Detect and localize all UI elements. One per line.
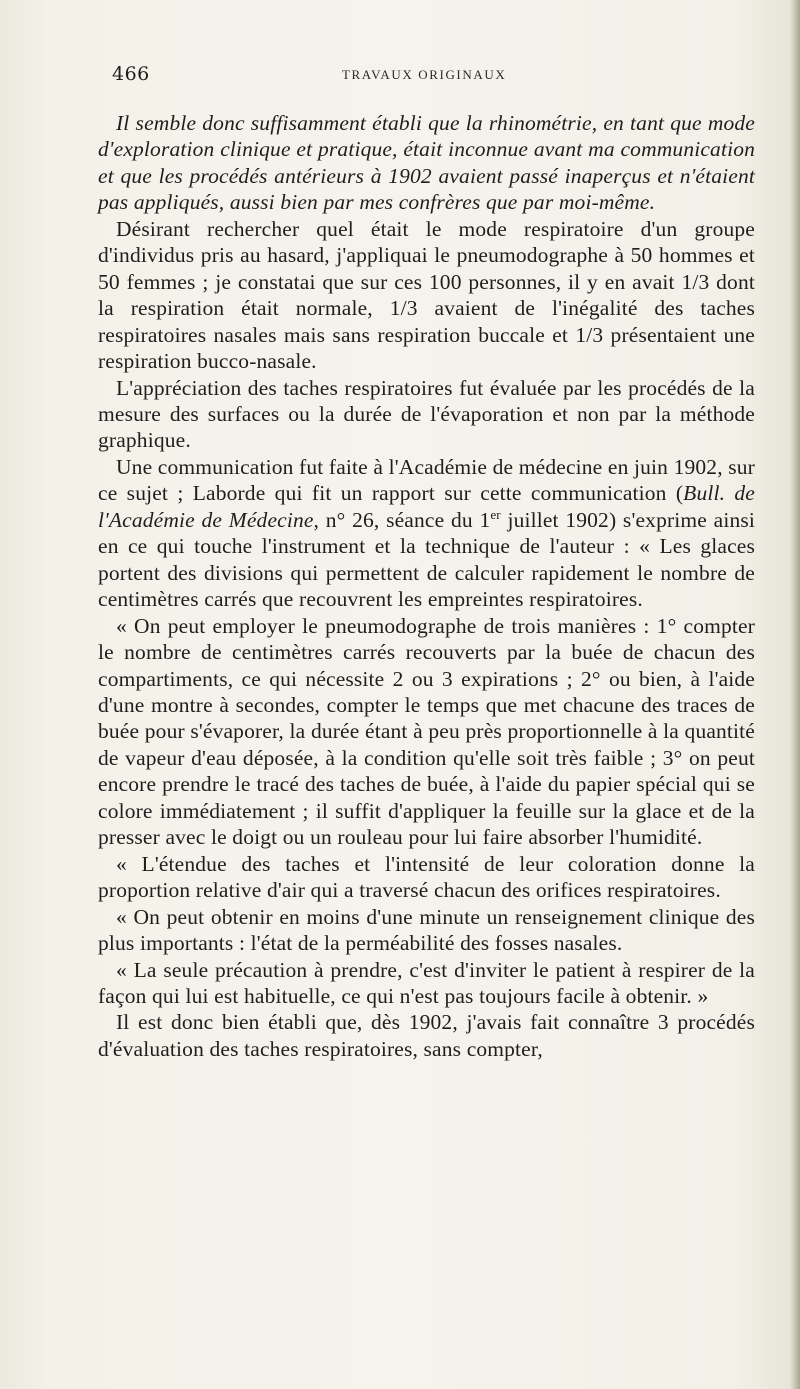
academie-text-middle: , n° 26, séance du 1 <box>313 507 491 532</box>
running-head: TRAVAUX ORIGINAUX <box>342 67 507 82</box>
paragraph-minute: « On peut obtenir en moins d'une minute un renseignement clinique des plus importants : l'état de la perméabilité des fosses nasales. <box>98 904 755 956</box>
paragraph-appreciation: L'appréciation des taches respiratoires fut évaluée par les procédés de la mesure des surfaces ou la durée de l'évaporation et non par la méthode graphique. <box>98 375 755 453</box>
paragraph-academie <box>98 454 755 613</box>
academie-text-end: juillet 1902) s'exprime ainsi en ce qui touche l'instrument et la technique de l'auteur : « Les glaces portent des divisions qui permettent de calculer rapidement le nombre de centimètres carrés que recouvrent les empreintes respiratoires. <box>98 507 756 612</box>
page-edge-shadow <box>790 0 800 1389</box>
ordinal-superscript: er <box>490 506 501 522</box>
paragraph-precaution: « La seule précaution à prendre, c'est d'inviter le patient à respirer de la façon qui lui est habituelle, ce qui n'est pas toujours facile à obtenir. » <box>98 957 755 1008</box>
citation-bulletin: Bull. de l'Académie de Médecine <box>98 481 755 532</box>
paragraph-conclusion: Il semble donc suffisamment établi que la rhinométrie, en tant que mode d'exploration clinique et pratique, était inconnue avant ma communication et que les procédés antérieurs à 1902 avaient passé inaperçus et n'étaient pas appliqués, aussi bien par mes confrères que par moi-même. <box>98 111 755 215</box>
paragraph-established: Il est donc bien établi que, dès 1902, j'avais fait connaître 3 procédés d'évaluation des taches respiratoires, sans compter, <box>98 1010 755 1061</box>
paragraph-study: Désirant rechercher quel était le mode respiratoire d'un groupe d'individus pris au hasard, j'appliquai le pneumodographe à 50 hommes et 50 femmes ; je constatai que sur ces 100 personnes, il y en avait 1/3 dont la respiration était normale, 1/3 avaient de l'inégalité des taches respiratoires nasales mais sans respiration buccale et 1/3 présentaient une respiration bucco-nasale. <box>98 216 755 374</box>
page-header <box>112 63 754 89</box>
body-text <box>98 110 755 1062</box>
paragraph-extent: « L'étendue des taches et l'intensité de leur coloration donne la proportion relative d'air qui a traversé chacun des orifices respiratoires. <box>98 851 755 903</box>
page-number: 466 <box>112 63 150 85</box>
paragraph-methods: « On peut employer le pneumodographe de trois manières : 1° compter le nombre de centimètres carrés recouverts par la buée de chacun des compartiments, ce qui nécessite 2 ou 3 expirations ; 2° ou bien, à l'aide d'une montre à secondes, compter le temps que met chacune des traces de buée pour s'évaporer, la durée étant à peu près proportionnelle à la quantité de vapeur d'eau déposée, à la condition qu'elle soit très faible ; 3° on peut encore prendre le tracé des taches de buée, à l'aide du papier spécial qui se colore immédiatement ; il suffit d'appliquer la feuille sur la glace et de la presser avec le doigt ou un rouleau pour lui faire absorber l'humidité. <box>98 613 755 850</box>
academie-text-start: Une communication fut faite à l'Académie de médecine en juin 1902, sur ce sujet ; Laborde qui fit un rapport sur cette communication ( <box>98 454 755 506</box>
